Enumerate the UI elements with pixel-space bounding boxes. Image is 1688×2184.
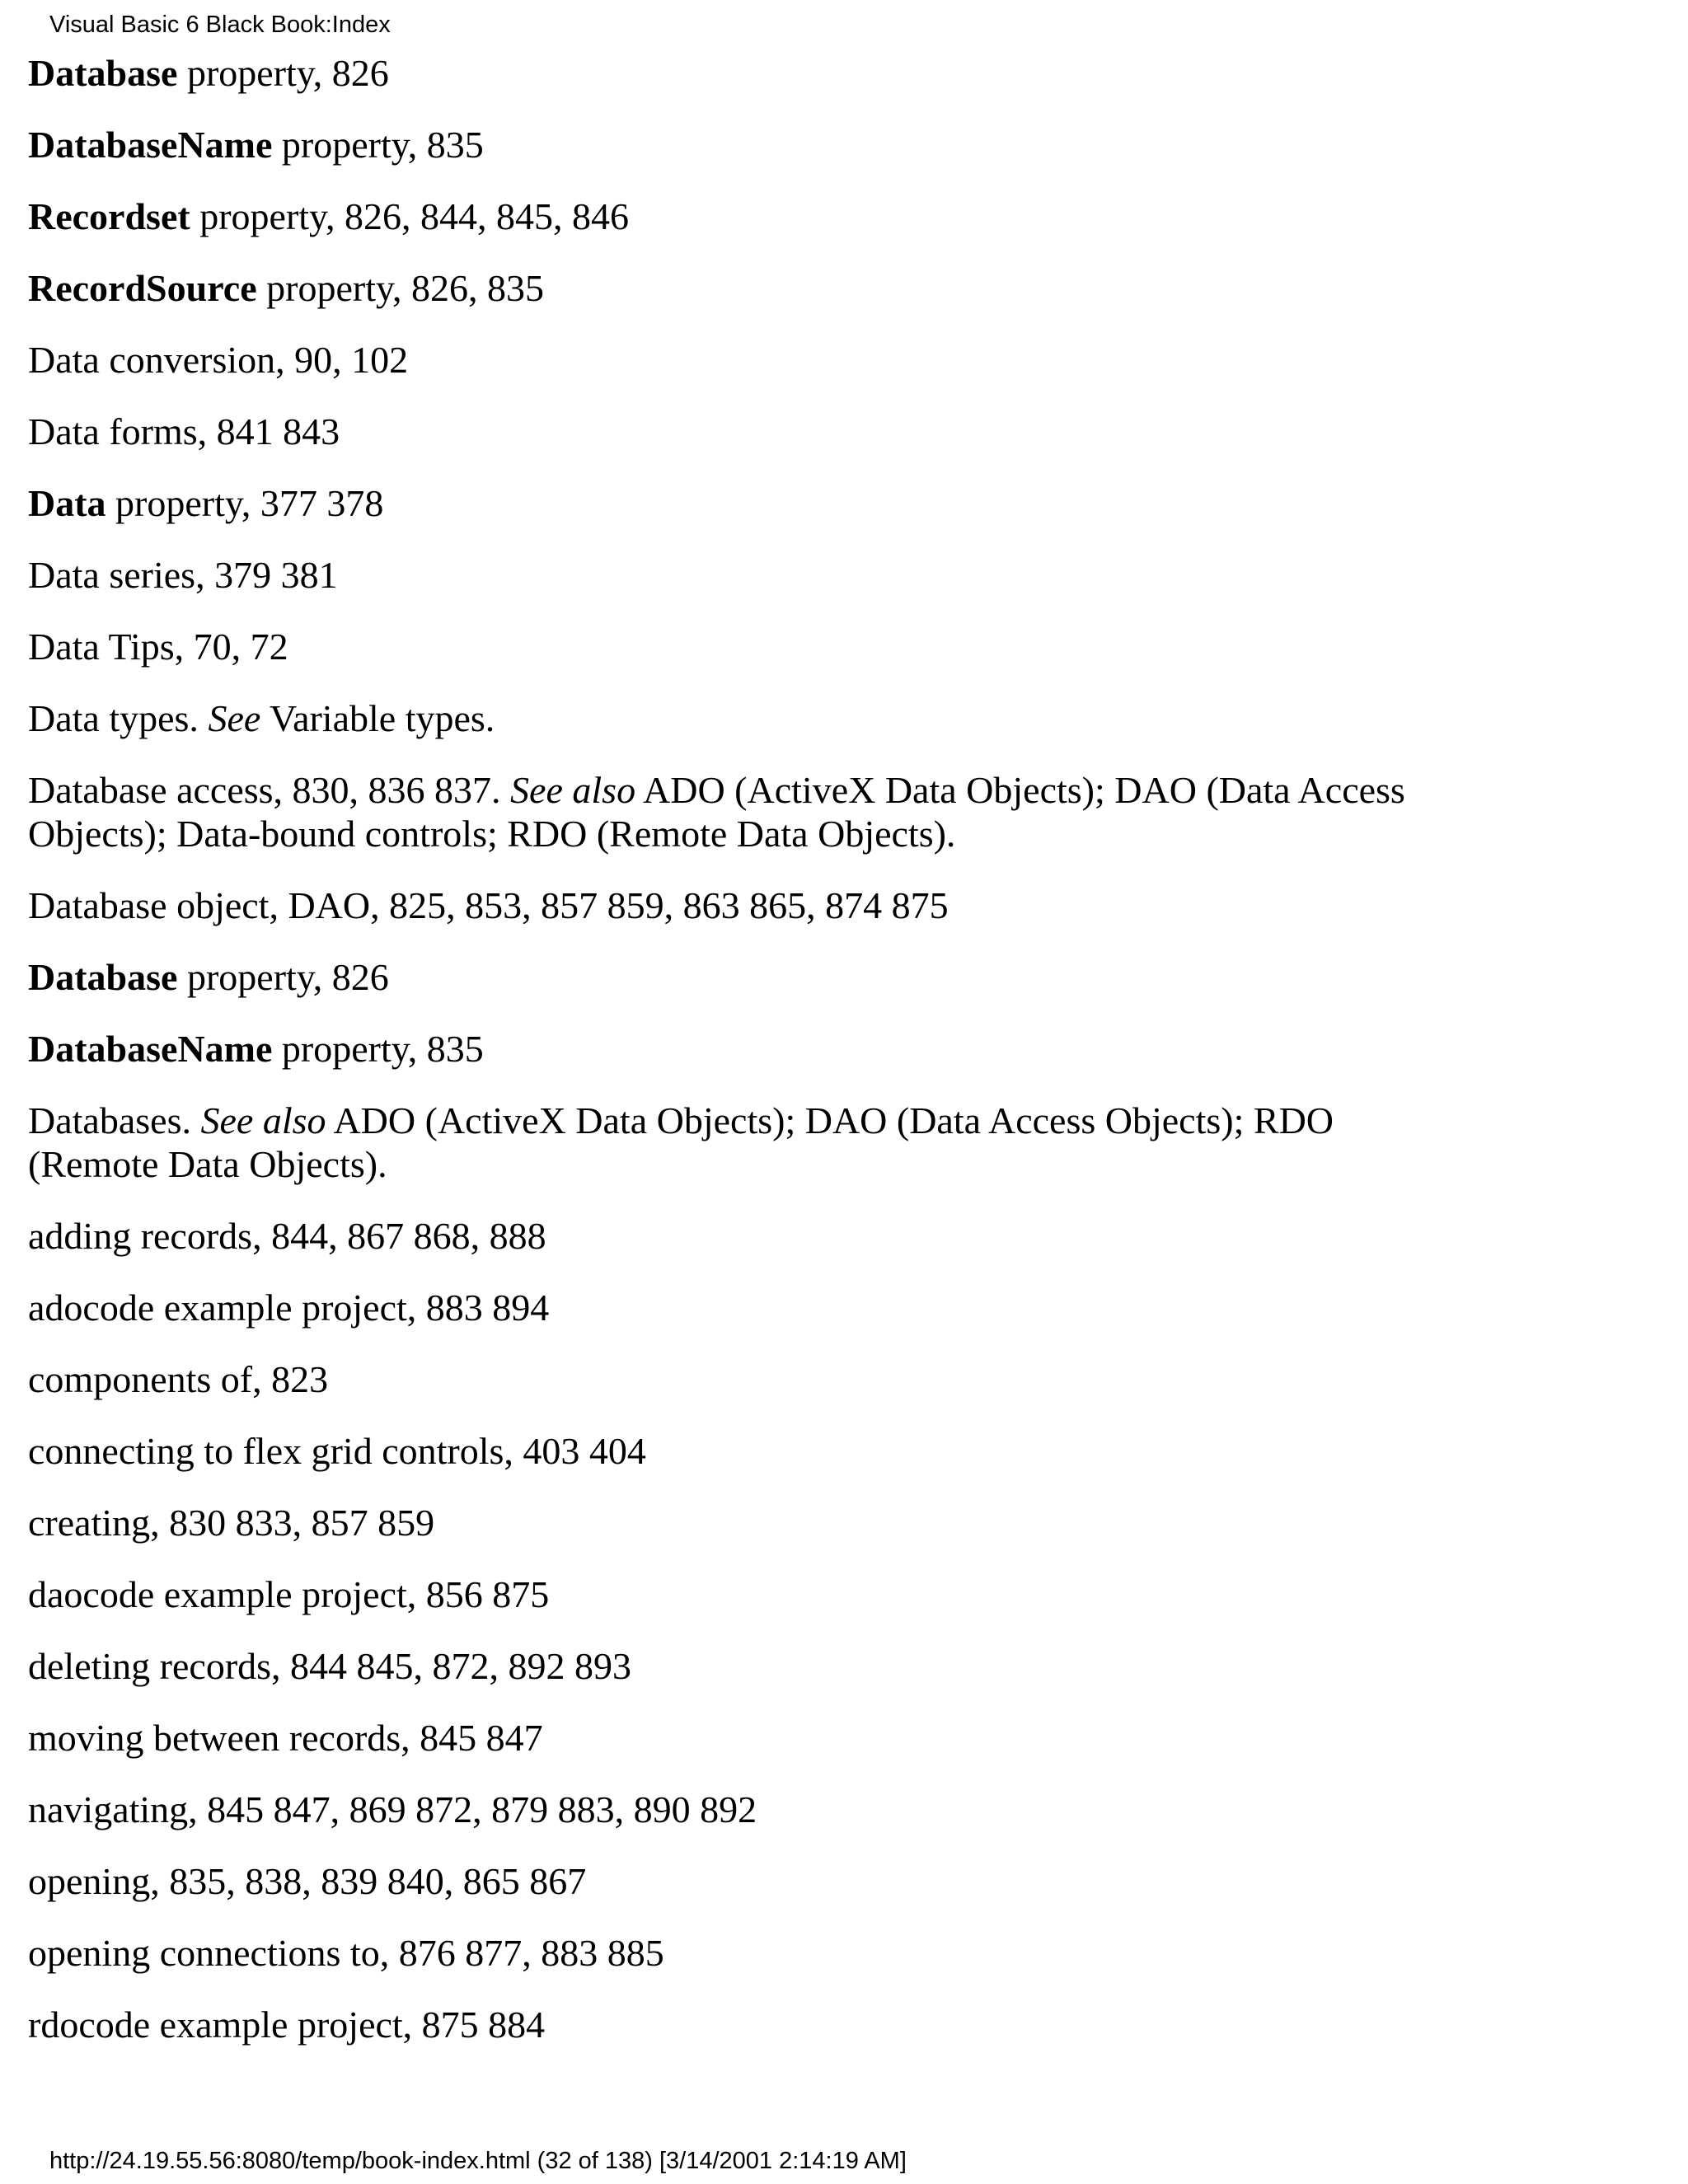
index-subentry — [28, 1214, 1413, 1258]
entry-text: Data series, 379 381 — [28, 554, 338, 596]
entry-text: Database object, DAO, 825, 853, 857 859, 863 865, 874 875 — [28, 884, 949, 926]
entry-see-reference: See — [208, 697, 261, 739]
entry-term: Data — [28, 482, 106, 524]
index-entry — [28, 1099, 1413, 1186]
index-entry — [28, 696, 1413, 740]
page-header-title: Visual Basic 6 Black Book:Index — [49, 12, 391, 38]
index-entry — [28, 410, 1413, 453]
index-entry — [28, 481, 1413, 525]
entry-term: Database — [28, 956, 178, 998]
index-subentry — [28, 1716, 1413, 1760]
entry-text: navigating, 845 847, 869 872, 879 883, 890 892 — [28, 1788, 757, 1830]
entry-text: property, 835 — [272, 124, 484, 166]
entry-text: opening, 835, 838, 839 840, 865 867 — [28, 1860, 587, 1902]
entry-term: DatabaseName — [28, 1028, 273, 1070]
entry-text-after: ADO (ActiveX Data Objects); DAO (Data Access Objects); RDO (Remote Data Objects). — [28, 1099, 1334, 1185]
entry-text: property, 835 — [272, 1028, 484, 1070]
entry-see-reference: See also — [510, 769, 636, 811]
entry-text: moving between records, 845 847 — [28, 1717, 543, 1759]
entry-text: connecting to flex grid controls, 403 404 — [28, 1430, 646, 1472]
index-entry — [28, 338, 1413, 382]
entry-text: opening connections to, 876 877, 883 885 — [28, 1932, 664, 1974]
index-subentry — [28, 1501, 1413, 1544]
index-entry — [28, 194, 1413, 238]
entry-term: DatabaseName — [28, 124, 273, 166]
entry-text: daocode example project, 856 875 — [28, 1573, 550, 1615]
entry-term: Recordset — [28, 195, 190, 237]
entry-text: creating, 830 833, 857 859 — [28, 1502, 435, 1544]
entry-text-after: Variable types. — [260, 697, 495, 739]
entry-term: Database — [28, 52, 178, 94]
entry-text: property, 826, 844, 845, 846 — [190, 195, 630, 237]
index-entry — [28, 553, 1413, 597]
page-footer-url: http://24.19.55.56:8080/temp/book-index.html (32 of 138) [3/14/2001 2:14:19 AM] — [49, 2148, 907, 2174]
index-subentry — [28, 1931, 1413, 1975]
index-subentry — [28, 1286, 1413, 1329]
index-entry-list — [28, 51, 1413, 2074]
index-entry — [28, 768, 1413, 855]
index-subentry — [28, 2003, 1413, 2046]
entry-text: adding records, 844, 867 868, 888 — [28, 1215, 546, 1257]
entry-term: RecordSource — [28, 267, 257, 309]
entry-text: components of, 823 — [28, 1358, 329, 1400]
entry-text: adocode example project, 883 894 — [28, 1286, 550, 1329]
entry-text: Data types. — [28, 697, 209, 739]
index-entry — [28, 625, 1413, 668]
index-subentry — [28, 1788, 1413, 1831]
index-subentry — [28, 1357, 1413, 1401]
entry-text: property, 826 — [177, 52, 389, 94]
index-entry — [28, 1027, 1413, 1071]
entry-text: property, 826 — [177, 956, 389, 998]
entry-text-after: ADO (ActiveX Data Objects); DAO (Data Access Objects); Data-bound controls; RDO (Remote Data Objects). — [28, 769, 1405, 855]
entry-text: property, 377 378 — [106, 482, 384, 524]
entry-text: Databases. — [28, 1099, 201, 1141]
index-entry — [28, 123, 1413, 166]
index-subentry — [28, 1429, 1413, 1473]
entry-text: Database access, 830, 836 837. — [28, 769, 511, 811]
entry-text: deleting records, 844 845, 872, 892 893 — [28, 1645, 632, 1687]
entry-text: rdocode example project, 875 884 — [28, 2004, 546, 2046]
index-entry — [28, 955, 1413, 999]
entry-text: property, 826, 835 — [256, 267, 544, 309]
index-subentry — [28, 1859, 1413, 1903]
entry-text: Data conversion, 90, 102 — [28, 339, 409, 381]
entry-text: Data forms, 841 843 — [28, 410, 340, 452]
index-entry — [28, 883, 1413, 927]
entry-text: Data Tips, 70, 72 — [28, 626, 288, 668]
index-entry — [28, 51, 1413, 95]
index-subentry — [28, 1572, 1413, 1616]
index-entry — [28, 266, 1413, 310]
index-subentry — [28, 1644, 1413, 1688]
entry-see-reference: See also — [200, 1099, 326, 1141]
